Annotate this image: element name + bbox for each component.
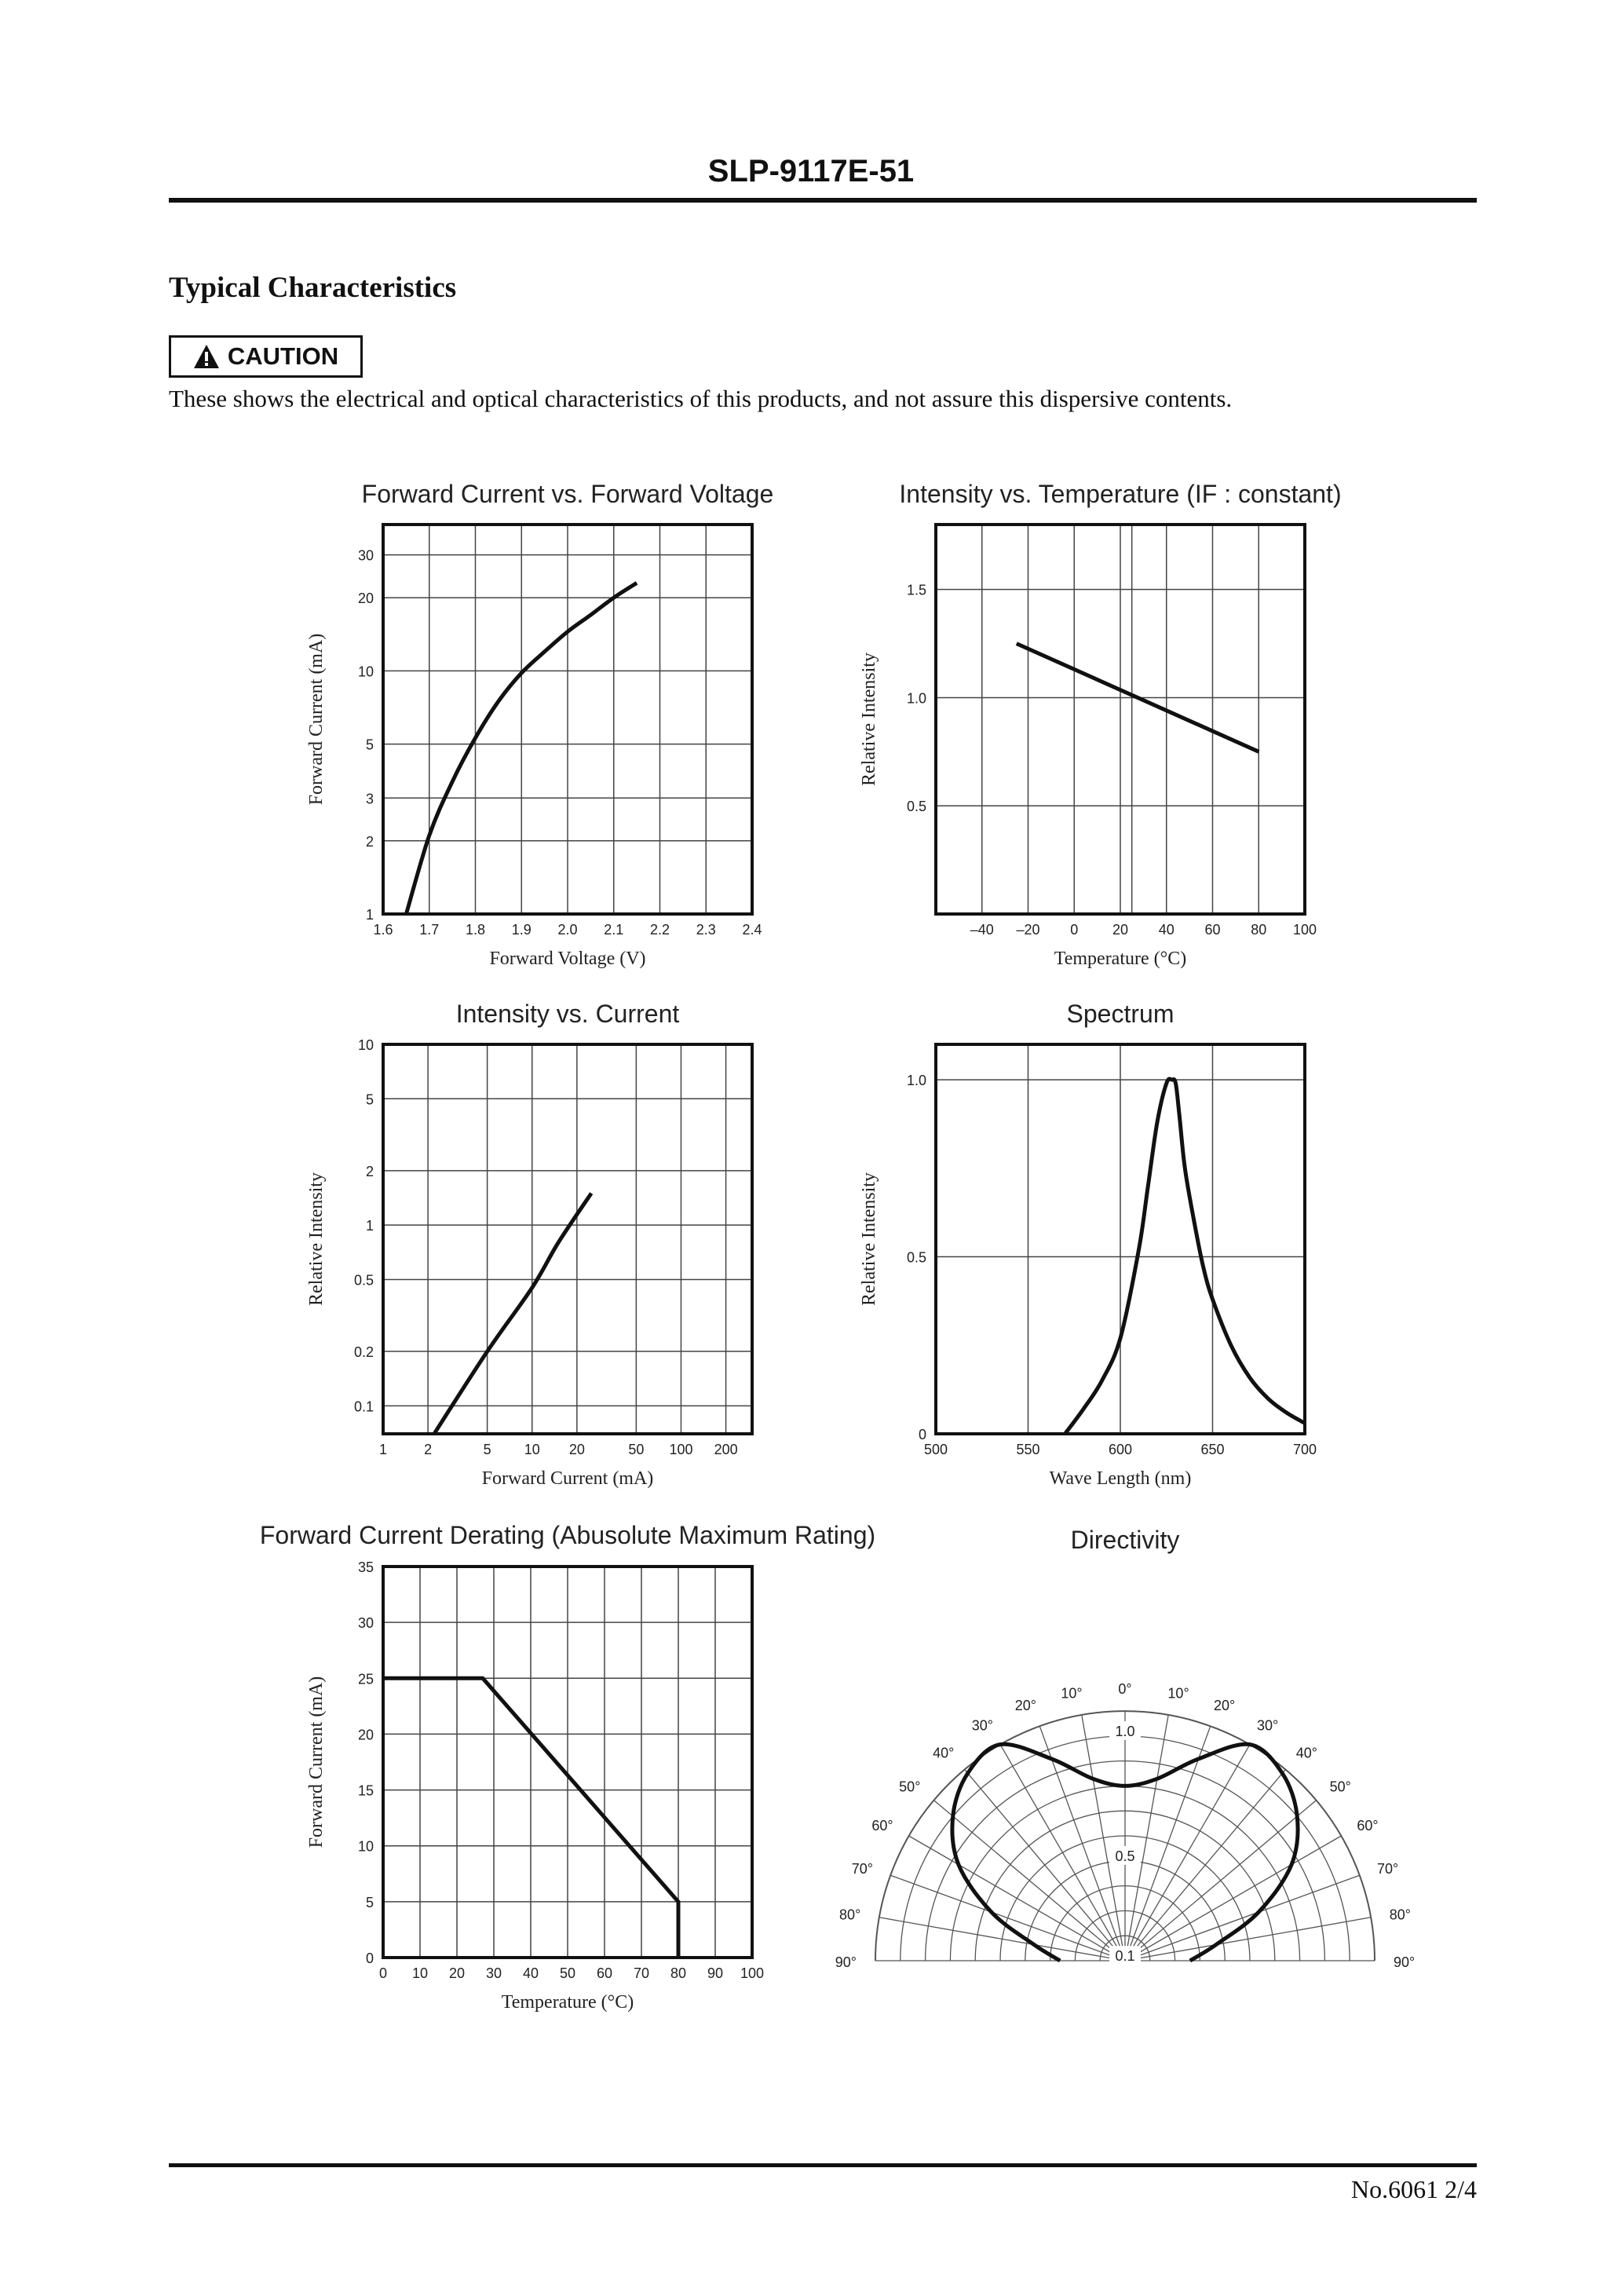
x-tick-label: 10 — [524, 1442, 540, 1457]
x-tick-label: 60 — [1204, 922, 1221, 938]
y-axis-label: Forward Current (mA) — [306, 1676, 327, 1848]
y-axis-label: Relative Intensity — [859, 1172, 879, 1306]
angle-tick-label: 20° — [1214, 1697, 1236, 1713]
page-number: No.6061 2/4 — [1351, 2175, 1477, 2203]
y-tick-label: 1 — [365, 1218, 374, 1234]
radius-tick-label: 0.5 — [1115, 1848, 1135, 1864]
document-title: SLP-9117E-51 — [707, 154, 915, 188]
y-tick-label: 1.0 — [906, 1073, 926, 1089]
x-tick-label: 2.1 — [604, 922, 624, 938]
y-tick-label: 10 — [357, 1838, 374, 1855]
x-axis-label: Forward Voltage (V) — [489, 949, 646, 969]
y-tick-label: 0.2 — [353, 1344, 374, 1361]
y-tick-label: 0 — [365, 1951, 374, 1966]
y-tick-label: 3 — [365, 791, 374, 807]
x-tick-label: 2 — [424, 1442, 433, 1457]
x-tick-label: 700 — [1292, 1442, 1317, 1457]
x-tick-label: 1 — [378, 1442, 388, 1457]
x-tick-label: 50 — [628, 1442, 645, 1457]
x-tick-label: 200 — [714, 1442, 738, 1457]
x-axis-label: Wave Length (nm) — [1049, 1468, 1192, 1489]
chart-title: Spectrum — [1066, 1000, 1174, 1028]
angle-tick-label: 40° — [933, 1745, 955, 1761]
y-tick-label: 5 — [365, 1091, 374, 1108]
x-tick-label: 550 — [1016, 1442, 1040, 1457]
x-axis-label: Forward Current (mA) — [481, 1468, 654, 1489]
y-tick-label: 35 — [357, 1559, 374, 1575]
y-tick-label: 0.5 — [906, 1249, 926, 1266]
angle-tick-label: 0° — [1118, 1681, 1132, 1697]
angle-tick-label: 30° — [1257, 1717, 1279, 1734]
section-title: Typical Characteristics — [169, 272, 457, 304]
x-tick-label: 1.7 — [419, 922, 440, 938]
x-tick-label: 40 — [1158, 922, 1174, 938]
y-tick-label: 15 — [357, 1782, 374, 1799]
angle-tick-label: 70° — [851, 1860, 873, 1877]
angle-tick-label: 60° — [871, 1818, 893, 1834]
x-tick-label: 500 — [923, 1442, 948, 1457]
angle-tick-label: 50° — [899, 1779, 921, 1795]
y-tick-label: 10 — [357, 664, 374, 680]
angle-tick-label: 70° — [1377, 1860, 1399, 1877]
chart-title: Intensity vs. Current — [455, 1000, 680, 1028]
chart-4 — [260, 1521, 875, 2013]
chart-1 — [859, 480, 1342, 969]
x-tick-label: 100 — [1292, 922, 1317, 938]
caution-label: CAUTION — [227, 342, 339, 370]
angle-tick-label: 50° — [1329, 1779, 1351, 1795]
chart-2 — [306, 1000, 752, 1489]
y-tick-label: 0.5 — [353, 1272, 374, 1289]
x-tick-label: 1.8 — [465, 922, 486, 938]
x-tick-label: 30 — [485, 1965, 502, 1981]
y-tick-label: 20 — [357, 1727, 374, 1743]
x-tick-label: 90 — [707, 1965, 724, 1981]
caution-text: These shows the electrical and optical characteristics of this products, and not assure this dispersive contents. — [169, 385, 1233, 412]
x-tick-label: 1.9 — [511, 922, 532, 938]
x-tick-label: 2.4 — [742, 922, 762, 938]
x-tick-label: 80 — [670, 1965, 687, 1981]
x-tick-label: 20 — [448, 1965, 466, 1981]
x-tick-label: 2.0 — [557, 922, 578, 938]
angle-tick-label: 60° — [1357, 1818, 1379, 1834]
x-tick-label: 50 — [559, 1965, 576, 1981]
x-tick-label: 600 — [1108, 1442, 1133, 1457]
x-tick-label: 100 — [740, 1965, 765, 1981]
x-tick-label: 2.3 — [696, 922, 716, 938]
x-tick-label: 0 — [378, 1965, 388, 1981]
radius-tick-label: 0.1 — [1115, 1948, 1135, 1965]
y-tick-label: 2 — [365, 1163, 374, 1179]
x-tick-label: 10 — [411, 1965, 429, 1981]
angle-tick-label: 80° — [839, 1907, 861, 1923]
x-tick-label: –40 — [970, 922, 994, 938]
chart-0 — [306, 480, 773, 969]
x-tick-label: 100 — [669, 1442, 693, 1457]
footer-rule — [169, 2163, 1477, 2167]
y-tick-label: 1.5 — [906, 582, 926, 598]
chart-3 — [859, 1000, 1317, 1489]
x-axis-label: Temperature (°C) — [501, 1992, 634, 2013]
series-line — [434, 1194, 591, 1434]
radius-tick-label: 1.0 — [1115, 1724, 1135, 1739]
x-tick-label: 20 — [568, 1442, 585, 1457]
angle-tick-label: 20° — [1014, 1697, 1036, 1713]
y-tick-label: 5 — [365, 737, 374, 753]
x-tick-label: 2.2 — [649, 922, 670, 938]
y-axis-label: Forward Current (mA) — [306, 633, 327, 806]
angle-tick-label: 80° — [1389, 1907, 1411, 1923]
chart-title: Forward Current vs. Forward Voltage — [361, 480, 774, 508]
x-tick-label: 1.6 — [373, 922, 393, 938]
chart-title: Intensity vs. Temperature (IF : constant) — [899, 480, 1342, 508]
y-axis-label: Relative Intensity — [859, 653, 879, 786]
chart-title: Forward Current Derating (Abusolute Maximum Rating) — [259, 1521, 876, 1549]
x-tick-label: 70 — [633, 1965, 650, 1981]
x-tick-label: 80 — [1251, 922, 1267, 938]
angle-tick-label: 30° — [971, 1717, 993, 1734]
x-tick-label: 20 — [1112, 922, 1129, 938]
angle-tick-label: 90° — [1394, 1954, 1416, 1970]
y-tick-label: 1.0 — [906, 690, 926, 707]
y-tick-label: 30 — [357, 547, 374, 564]
angle-tick-label: 90° — [835, 1954, 857, 1970]
y-tick-label: 0.5 — [906, 799, 926, 815]
chart-title: Directivity — [1070, 1526, 1180, 1554]
angle-tick-label: 10° — [1167, 1685, 1189, 1702]
y-tick-label: 5 — [365, 1894, 374, 1910]
y-tick-label: 30 — [357, 1615, 374, 1632]
x-tick-label: 0 — [1070, 922, 1079, 938]
x-tick-label: 650 — [1200, 1442, 1225, 1457]
x-axis-label: Temperature (°C) — [1054, 949, 1187, 969]
x-tick-label: –20 — [1016, 922, 1040, 938]
y-tick-label: 10 — [357, 1037, 374, 1053]
y-tick-label: 0 — [918, 1427, 926, 1442]
chart-directivity — [835, 1526, 1415, 1970]
y-tick-label: 25 — [357, 1671, 374, 1687]
angle-tick-label: 10° — [1061, 1685, 1083, 1702]
x-tick-label: 60 — [596, 1965, 613, 1981]
angle-tick-label: 40° — [1295, 1745, 1317, 1761]
x-tick-label: 40 — [522, 1965, 539, 1981]
y-tick-label: 1 — [365, 907, 374, 923]
y-axis-label: Relative Intensity — [306, 1172, 327, 1306]
plot-frame — [383, 1044, 752, 1434]
y-tick-label: 20 — [357, 590, 374, 607]
y-tick-label: 2 — [365, 833, 374, 850]
y-tick-label: 0.1 — [353, 1398, 374, 1415]
x-tick-label: 5 — [483, 1442, 491, 1457]
